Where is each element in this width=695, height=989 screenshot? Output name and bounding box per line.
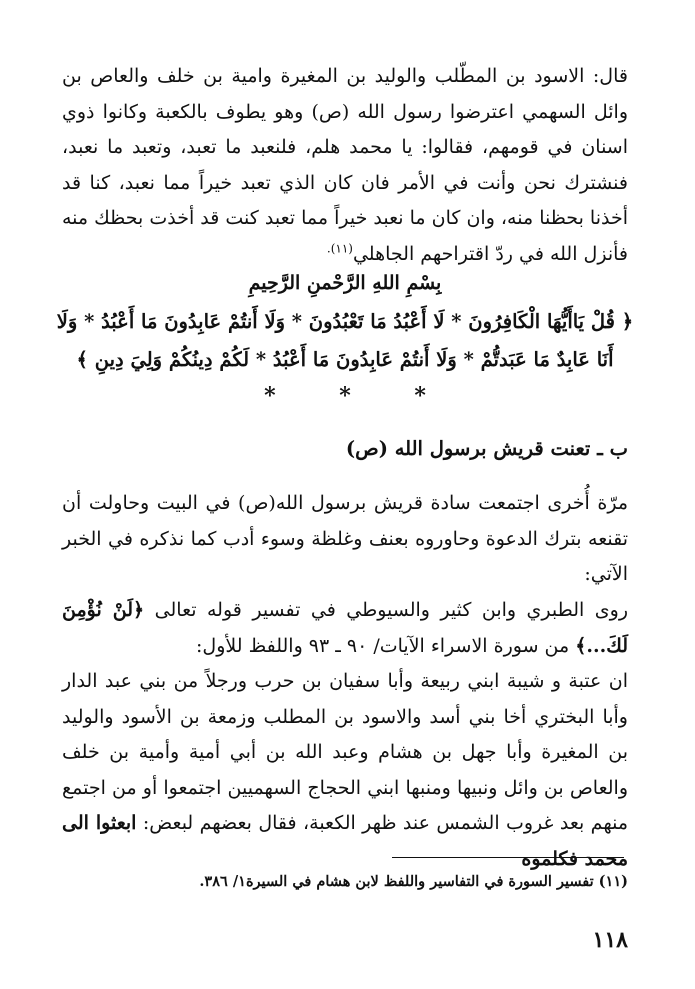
- footnote-reference: (١١).: [326, 241, 353, 256]
- surah-al-kafirun: [55, 303, 635, 379]
- quran-open-bracket: ﴿: [621, 310, 634, 333]
- section-heading: ب ـ تعنت قريش برسول الله (ص): [345, 437, 628, 460]
- paragraph-tafsir-text-after: من سورة الاسراء الآيات/ ٩٠ ـ ٩٣ واللفظ للأول:: [196, 634, 570, 657]
- quran-verse-quote: ﴿لَنْ نُؤْمِنَ لَكَ...﴾: [62, 599, 628, 657]
- paragraph-intro: [62, 59, 628, 272]
- section-separator: * * *: [264, 383, 426, 409]
- paragraph-quraysh-meeting: مرّة أُخرى اجتمعت سادة قريش برسول الله(ص) في البيت وحاولت أن تقنعه بترك الدعوة وحاوروه بعنف وغلظة وسوء أدب كما نذكره في الخبر الآتي:: [62, 492, 628, 585]
- paragraph-leaders-quote: ابعثوا الى محمد فكلموه: [62, 812, 628, 870]
- paragraph-quraysh-leaders: [62, 664, 628, 877]
- surah-text: قُلْ يَاأَيُّهَا الْكَافِرُونَ * لَا أَعْبُدُ مَا تَعْبُدُونَ * وَلَا أَنتُمْ عَابِدُونَ مَا أَعْبُدُ * وَلَا أَنَا عَابِدٌ مَا عَبَدتُّمْ * وَلَا أَنتُمْ عَابِدُونَ مَا أَعْبُدُ * لَكُمْ دِينُكُمْ وَلِيَ دِينِ: [56, 310, 615, 371]
- paragraph-tafsir-source: [62, 593, 628, 664]
- page-number: ١١٨: [592, 927, 628, 953]
- footnote: (١١) تفسير السورة في التفاسير واللفظ لابن هشام في السيرة١/ ٣٨٦.: [199, 873, 628, 890]
- basmala: بِسْمِ اللهِ الرَّحْمنِ الرَّحِيمِ: [248, 272, 442, 294]
- paragraph-leaders-text: ان عتبة و شيبة ابني ربيعة وأبا سفيان بن حرب ورجلاً من بني عبد الدار وأبا البختري أخا بني أسد والاسود بن المطلب وزمعة بن الأسود والوليد بن المغيرة وأبا جهل بن هشام وعبد الله بن أبي أمية وأمية بن خلف والعاص بن وائل ونبيها ومنبها ابني الحجاج السهميين اجتمعوا أو من اجتمع منهم بعد غروب الشمس عند ظهر الكعبة، فقال بعضهم لبعض:: [62, 670, 628, 834]
- footnote-divider: [392, 857, 624, 858]
- quran-close-bracket: ﴾: [76, 348, 88, 371]
- paragraph-tafsir-text-before: روى الطبري وابن كثير والسيوطي في تفسير قوله تعالى: [154, 599, 628, 621]
- paragraph-intro-text: قال: الاسود بن المطّلب والوليد بن المغيرة وامية بن خلف والعاص بن وائل السهمي اعترضوا رسول الله (ص) وهو يطوف بالكعبة وكانوا ذوي اسنان في قومهم، فقالوا: يا محمد هلم، فلنعبد ما تعبد، وتعبد ما نعبد، فنشترك نحن وأنت في الأمر فان كان الذي تعبد خيراً مما نعبد، كنا قد أخذنا بحظنا منه، وان كان ما نعبد خيراً مما تعبد كنت قد أخذت بحظك منه فأنزل الله في ردّ اقتراحهم الجاهلي: [62, 65, 628, 265]
